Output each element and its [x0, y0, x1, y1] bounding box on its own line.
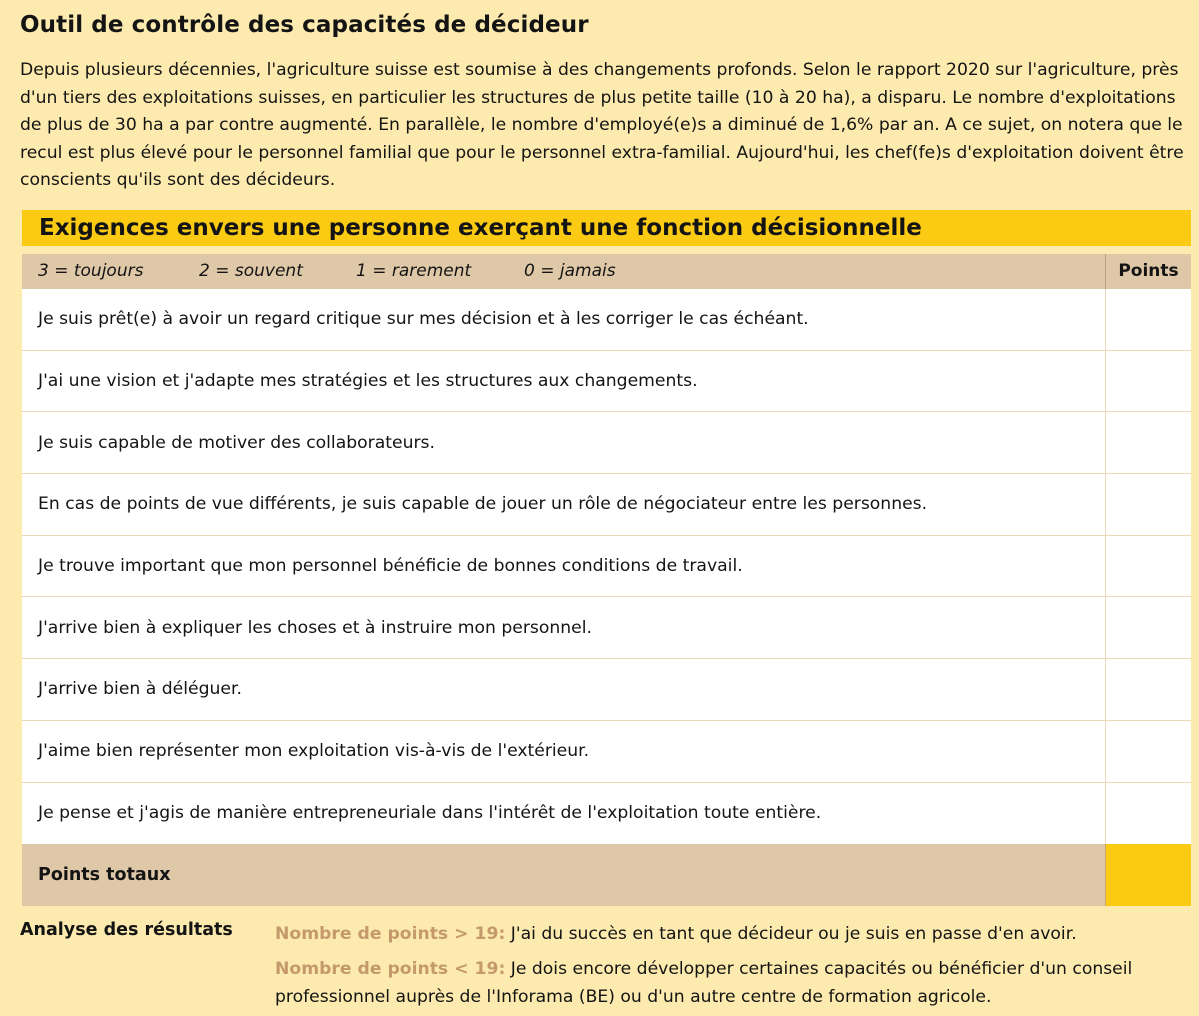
points-input-cell[interactable]: [1105, 783, 1191, 845]
statement-row: [22, 412, 1191, 474]
points-input-cell[interactable]: [1105, 659, 1191, 720]
analysis-low-key: Nombre de points < 19:: [275, 959, 506, 979]
statement-text: Je suis prêt(e) à avoir un regard critique sur mes décision et à les corriger le cas échéant.: [38, 309, 809, 330]
points-input-cell[interactable]: [1105, 597, 1191, 658]
rating-scale-header: [22, 254, 1191, 289]
points-column-header: Points: [1105, 254, 1191, 289]
statement-row: [22, 597, 1191, 659]
statement-text: En cas de points de vue différents, je suis capable de jouer un rôle de négociateur entre les personnes.: [38, 494, 928, 515]
statement-row: [22, 474, 1191, 536]
analysis-high-text: J'ai du succès en tant que décideur ou je suis en passe d'en avoir.: [505, 924, 1077, 944]
points-input-cell[interactable]: [1105, 289, 1191, 350]
analysis-high: [275, 920, 1190, 948]
statement-row: [22, 289, 1191, 351]
statement-text: Je suis capable de motiver des collaborateurs.: [38, 432, 435, 453]
page-title: Outil de contrôle des capacités de décideur: [20, 12, 589, 38]
analysis-low-text: Je dois encore développer certaines capacités ou bénéficier d'un conseil professionnel auprès de l'Inforama (BE) ou d'un autre centre de formation agricole.: [275, 959, 1133, 1007]
scale-often: 2 = souvent: [199, 261, 303, 281]
points-input-cell[interactable]: [1105, 351, 1191, 412]
scale-always: 3 = toujours: [38, 261, 144, 281]
points-input-cell[interactable]: [1105, 412, 1191, 473]
statement-text: J'arrive bien à expliquer les choses et à instruire mon personnel.: [38, 617, 592, 638]
statement-row: [22, 783, 1191, 845]
points-input-cell[interactable]: [1105, 721, 1191, 782]
points-input-cell[interactable]: [1105, 536, 1191, 597]
statement-row: [22, 659, 1191, 721]
scale-rarely: 1 = rarement: [356, 261, 472, 281]
statement-row: [22, 536, 1191, 598]
scale-never: 0 = jamais: [524, 261, 616, 281]
statement-text: Je pense et j'agis de manière entrepreneuriale dans l'intérêt de l'exploitation toute entière.: [38, 803, 822, 824]
statement-text: J'aime bien représenter mon exploitation vis-à-vis de l'extérieur.: [38, 741, 590, 762]
total-label: Points totaux: [38, 865, 171, 885]
statement-row: [22, 721, 1191, 783]
analysis-low: [275, 955, 1190, 1011]
statement-text: J'ai une vision et j'adapte mes stratégies et les structures aux changements.: [38, 371, 698, 392]
analysis-high-key: Nombre de points > 19:: [275, 924, 506, 944]
section-header: Exigences envers une personne exerçant une fonction décisionnelle: [22, 210, 1191, 246]
statement-row: [22, 351, 1191, 413]
statement-text: J'arrive bien à déléguer.: [38, 679, 242, 700]
statement-text: Je trouve important que mon personnel bénéficie de bonnes conditions de travail.: [38, 556, 743, 577]
total-row: [22, 844, 1191, 906]
intro-paragraph: Depuis plusieurs décennies, l'agriculture suisse est soumise à des changements profonds. Selon le rapport 2020 sur l'agriculture, près d'un tiers des exploitations suisses, en particulier les structures de plus petite taille (10 à 20 ha), a disparu. Le nombre d'exploitations de plus de 30 ha a par contre augmenté. En parallèle, le nombre d'employé(e)s a diminué de 1,6% par an. A ce sujet, on notera que le recul est plus élevé pour le personnel familial que pour le personnel extra-familial. Aujourd'hui, les chef(fe)s d'exploitation doivent être conscients qu'ils sont des décideurs.: [20, 60, 1184, 190]
analysis-label: Analyse des résultats: [20, 920, 233, 940]
points-input-cell[interactable]: [1105, 474, 1191, 535]
statement-list: [22, 289, 1191, 844]
total-points-cell[interactable]: [1105, 844, 1191, 906]
